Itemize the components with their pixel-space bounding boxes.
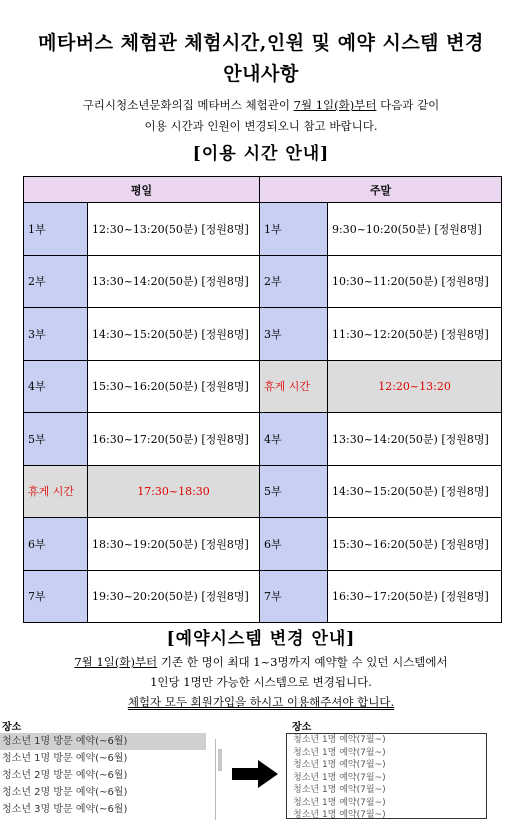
list-item[interactable]: 청소년 1명 예약(7월~): [293, 735, 386, 745]
weekend-part: 1부: [260, 203, 328, 256]
list-item[interactable]: 청소년 1명 예약(7월~): [293, 747, 386, 758]
reservation-notice: [0, 652, 522, 712]
list-item[interactable]: 청소년 2명 방문 예약(~6월): [2, 787, 128, 798]
notice-line-2: 1인당 1명만 가능한 시스템으로 변경됩니다.: [150, 675, 372, 689]
intro-date: 7월 1일(화)부터: [293, 98, 377, 112]
title-line-1: 메타버스 체험관 체험시간,인원 및 예약 시스템 변경: [38, 32, 484, 54]
weekend-time: 16:30~17:20(50분) [정원8명]: [328, 570, 502, 623]
weekend-part: 5부: [260, 465, 328, 518]
weekend-time: 10:30~11:20(50분) [정원8명]: [328, 255, 502, 308]
before-reservation-list[interactable]: [0, 733, 226, 820]
weekend-time: 9:30~10:20(50분) [정원8명]: [328, 203, 502, 256]
weekday-header: 평일: [24, 177, 260, 203]
weekend-time: 11:30~12:20(50분) [정원8명]: [328, 308, 502, 361]
schedule-header-row: [24, 177, 502, 203]
weekday-part: 6부: [24, 518, 88, 571]
weekend-time: 14:30~15:20(50분) [정원8명]: [328, 465, 502, 518]
weekend-part: 7부: [260, 570, 328, 623]
notice-line-1: [0, 652, 522, 672]
notice-text-1: 기존 한 명이 최대 1~3명까지 예약할 수 있던 시스템에서: [157, 655, 448, 669]
title-line-2: 안내사항: [223, 63, 299, 85]
weekday-part: 3부: [24, 308, 88, 361]
notice-date: 7월 1일(화)부터: [74, 655, 158, 669]
before-place-label: 장소: [2, 722, 22, 733]
weekday-time: 19:30~20:20(50분) [정원8명]: [88, 570, 260, 623]
weekend-break-time: 12:20~13:20: [328, 360, 502, 413]
weekday-time: 14:30~15:20(50분) [정원8명]: [88, 308, 260, 361]
schedule-table: [23, 176, 502, 623]
intro-line-2: 이용 시간과 인원이 변경되오니 참고 바랍니다.: [144, 119, 378, 133]
table-row: [24, 308, 502, 361]
list-item[interactable]: 청소년 1명 방문 예약(~6월): [0, 733, 206, 750]
weekend-part: 6부: [260, 518, 328, 571]
intro-line-1: [0, 95, 522, 116]
list-item[interactable]: 청소년 1명 예약(7월~): [293, 797, 386, 808]
list-item[interactable]: 청소년 1명 예약(7월~): [293, 810, 386, 819]
intro-text-a: 구리시청소년문화의집 메타버스 체험관이: [82, 98, 294, 112]
table-row: [24, 203, 502, 256]
weekday-break-label: 휴게 시간: [24, 465, 88, 518]
after-reservation-list[interactable]: [286, 733, 487, 819]
page-title: [0, 28, 522, 90]
list-item[interactable]: 청소년 3명 방문 예약(~6월): [2, 804, 128, 815]
intro-text-b: 다음과 같이: [376, 98, 440, 112]
table-row: [24, 413, 502, 466]
list-item[interactable]: 청소년 2명 방문 예약(~6월): [2, 770, 128, 781]
weekend-time: 13:30~14:20(50분) [정원8명]: [328, 413, 502, 466]
weekend-header: 주말: [260, 177, 502, 203]
list-item[interactable]: 청소년 1명 방문 예약(~6월): [2, 753, 128, 764]
table-row: [24, 570, 502, 623]
after-place-label: 장소: [292, 722, 312, 733]
right-arrow-icon: [232, 760, 278, 788]
weekend-part: 2부: [260, 255, 328, 308]
list-scrollbar[interactable]: [215, 739, 224, 820]
table-row: [24, 465, 502, 518]
weekday-break-time: 17:30~18:30: [88, 465, 260, 518]
table-row: [24, 518, 502, 571]
weekday-time: 16:30~17:20(50분) [정원8명]: [88, 413, 260, 466]
weekday-part: 2부: [24, 255, 88, 308]
weekday-part: 4부: [24, 360, 88, 413]
list-item[interactable]: 청소년 1명 예약(7월~): [293, 760, 386, 770]
weekend-break-label: 휴게 시간: [260, 360, 328, 413]
weekday-time: 18:30~19:20(50분) [정원8명]: [88, 518, 260, 571]
weekday-part: 1부: [24, 203, 88, 256]
weekday-time: 15:30~16:20(50분) [정원8명]: [88, 360, 260, 413]
weekday-time: 12:30~13:20(50분) [정원8명]: [88, 203, 260, 256]
notice-line-3: 체험자 모두 회원가입을 하시고 이용해주셔야 합니다.: [127, 695, 395, 709]
weekend-time: 15:30~16:20(50분) [정원8명]: [328, 518, 502, 571]
weekday-part: 7부: [24, 570, 88, 623]
weekend-part: 4부: [260, 413, 328, 466]
weekday-part: 5부: [24, 413, 88, 466]
intro-text: [0, 95, 522, 137]
table-row: [24, 360, 502, 413]
weekday-time: 13:30~14:20(50분) [정원8명]: [88, 255, 260, 308]
section-time-heading: [이용 시간 안내]: [192, 144, 330, 164]
weekend-part: 3부: [260, 308, 328, 361]
scrollbar-thumb[interactable]: [218, 749, 222, 771]
table-row: [24, 255, 502, 308]
list-item[interactable]: 청소년 1명 예약(7월~): [293, 785, 386, 795]
section-reservation-heading: [예약시스템 변경 안내]: [166, 629, 356, 649]
list-item[interactable]: 청소년 1명 예약(7월~): [293, 772, 386, 783]
